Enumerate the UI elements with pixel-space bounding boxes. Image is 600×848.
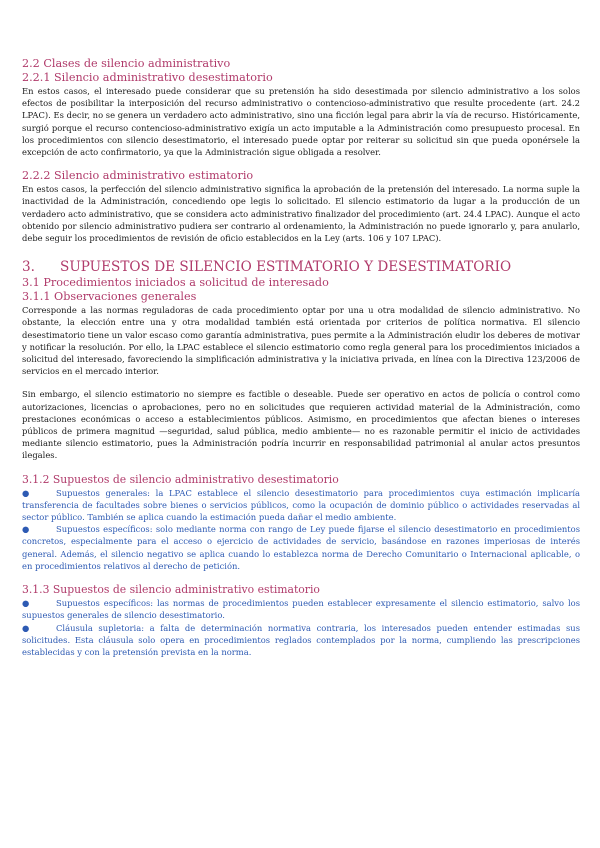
bullet-item bbox=[22, 523, 580, 572]
bullet-item bbox=[22, 487, 580, 524]
section-3-1-2-heading: 3.1.2 Supuestos de silencio administrativo desestimatorio bbox=[22, 472, 339, 486]
section-3-heading bbox=[22, 259, 580, 276]
bullet-dot: ● bbox=[22, 598, 30, 609]
bullet-dot: ● bbox=[22, 524, 30, 535]
section-3-1-3-heading: 3.1.3 Supuestos de silencio administrativo estimatorio bbox=[22, 583, 320, 597]
section-3-number: 3. bbox=[22, 259, 35, 276]
section-2-2-1-heading: 2.2.1 Silencio administrativo desestimatorio bbox=[22, 71, 273, 84]
section-3-1-1-paragraph-1: Corresponde a las normas reguladoras de cada procedimiento optar por una u otra modalidad de silencio administrativo. No obstante, la elección entre una y otra modalidad también está orientada por criterios de política normativa. El silencio desestimatorio tiene un valor escaso como garantía administrativa, pues permite a la Administración eludir los deberes de motivar y notificar la resolución. Por ello, la LPAC establece el silencio estimatorio como regla general para los procedimientos iniciados a solicitud del interesado, favoreciendo la simplificación administrativa y la iniciativa privada, en línea con la Directiva 123/2006 de servicios en el mercado interior. bbox=[22, 305, 580, 377]
bullet-dot: ● bbox=[22, 487, 30, 498]
section-3-1-1-heading: 3.1.1 Observaciones generales bbox=[22, 290, 197, 304]
section-2-2-2-paragraph: En estos casos, la perfección del silencio administrativo significa la aprobación de la pretensión del interesado. La norma suple la inactividad de la Administración, concediendo ope legis lo solicitado. El silencio estimatorio da lugar a la producción de un verdadero acto administrativo, que se considera acto administrativo finalizador del procedimiento (art. 24.4 LPAC). Aunque el acto obtenido por silencio administrativo pudiera ser contrario al ordenamiento, la Administración no puede ignorarlo y, para anularlo, debe seguir los procedimientos de revisión de oficio establecidos en la Ley (arts. 106 y 107 LPAC). bbox=[22, 184, 580, 244]
bullet-text: Supuestos generales: la LPAC establece el silencio desestimatorio para procedimientos cuya estimación implicaría transferencia de facultades sobre bienes o servicios públicos, como la ocupación de dominio público o actividades reservadas al sector público. También se aplica cuando la estimación pueda dañar el medio ambiente. bbox=[22, 487, 580, 523]
section-2-2-2-heading: 2.2.2 Silencio administrativo estimatorio bbox=[22, 169, 254, 183]
bullet-text: Supuestos específicos: las normas de procedimientos pueden establecer expresamente el silencio estimatorio, salvo los supuestos generales de silencio desestimatorio. bbox=[22, 598, 580, 621]
bullet-item bbox=[22, 597, 580, 621]
section-3-1-heading: 3.1 Procedimientos iniciados a solicitud de interesado bbox=[22, 276, 329, 290]
bullet-item bbox=[22, 622, 580, 659]
bullet-text: Cláusula supletoria: a falta de determinación normativa contraria, los interesados pueden entender estimadas sus solicitudes. Esta cláusula solo opera en procedimientos reglados contemplados por la norma, cumpliendo las prescripciones establecidas y con la pretensión prevista en la norma. bbox=[22, 622, 580, 657]
section-2-2-heading: 2.2 Clases de silencio administrativo bbox=[22, 57, 231, 70]
bullet-dot: ● bbox=[22, 622, 30, 633]
section-2-2-1-paragraph: En estos casos, el interesado puede considerar que su pretensión ha sido desestimada por silencio administrativo a los solos efectos de posibilitar la interposición del recurso administrativo o contencioso-administrativo que resulte procedente (art. 24.2 LPAC). Es decir, no se genera un verdadero acto administrativo, sino una ficción legal para abrir la vía de recurso. Históricamente, surgió porque el recurso contencioso-administrativo exigía un acto imputable a la Administración como presupuesto procesal. En los procedimientos con silencio desestimatorio, el interesado puede optar por reiterar su solicitud sin que pueda oponérsele la excepción de acto confirmatorio, ya que la Administración sigue obligada a resolver. bbox=[22, 86, 580, 158]
bullet-text: Supuestos específicos: solo mediante norma con rango de Ley puede fijarse el silencio desestimatorio en procedimientos concretos, especialmente para el acceso o ejercicio de actividades de servicio, basándose en razones imperiosas de interés general. Además, el silencio negativo se aplica cuando lo establezca norma de Derecho Comunitario o Internacional aplicable, o en procedimientos relativos al derecho de petición. bbox=[22, 524, 580, 571]
section-3-1-1-paragraph-2: Sin embargo, el silencio estimatorio no siempre es factible o deseable. Puede ser operativo en actos de policía o control como autorizaciones, licencias o aprobaciones, pero no en solicitudes que requieren actividad material de la Administración, como prestaciones económicas o acceso a establecimientos públicos. Asimismo, en procedimientos que afectan bienes o intereses públicos de primera magnitud —seguridad, salud pública, medio ambiente— no es razonable permitir el inicio de actividades mediante silencio estimatorio, pues la Administración podría incurrir en responsabilidad patrimonial al anular actos presuntos ilegales. bbox=[22, 389, 580, 461]
section-3-title: SUPUESTOS DE SILENCIO ESTIMATORIO Y DESESTIMATORIO bbox=[60, 259, 512, 276]
